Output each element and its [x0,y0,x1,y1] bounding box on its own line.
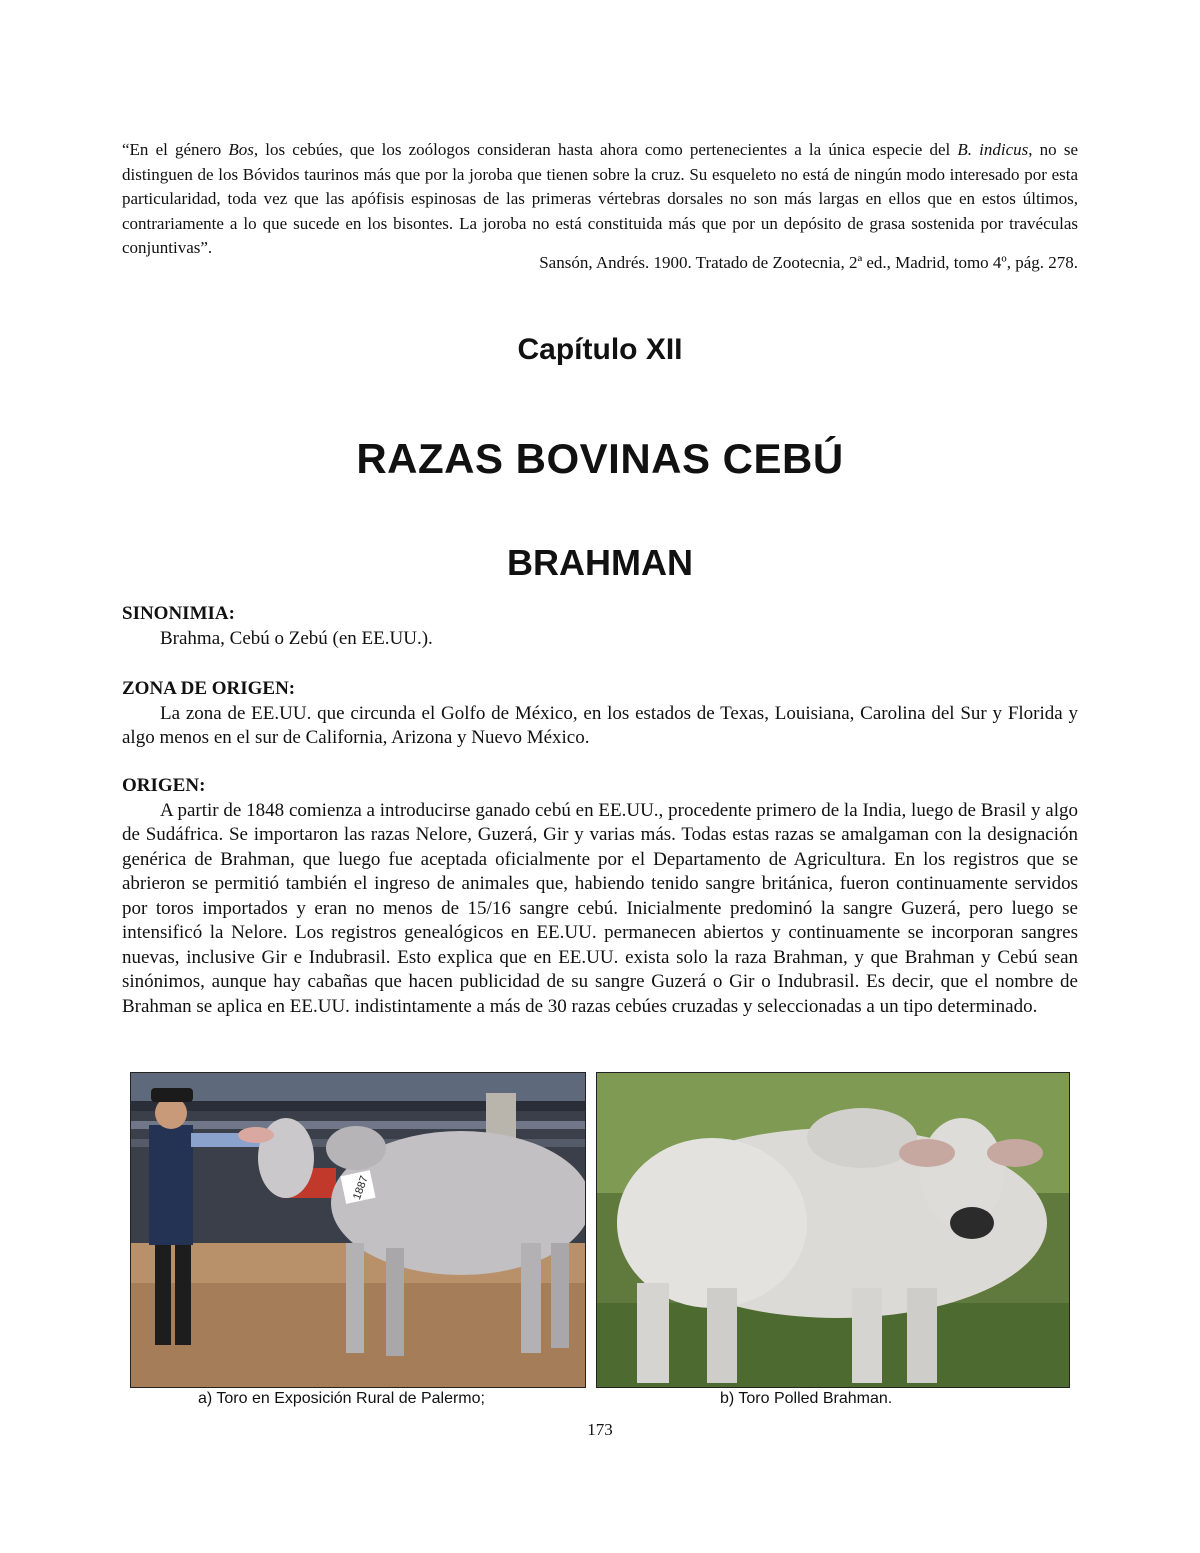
epigraph-text-1: “En el género [122,140,229,159]
section-text-origen: A partir de 1848 comienza a introducirse ganado cebú en EE.UU., procedente primero de la India, luego de Brasil y algo de Sudáfrica. Se importaron las razas Nelore, Guzerá, Gir y varias más. Todas estas razas se amalgaman con la designación genérica de Brahman, que luego fue aceptada oficialmente por el Departamento de Agricultura. En los registros que se abrieron se permitió también el ingreso de animales que, habiendo tenido sangre británica, fueron continuamente servidos por toros importados y eran no menos de 15/16 sangre cebú. Inicialmente predominó la sangre Guzerá, pero luego se intensificó la Nelore. Los registros genealógicos en EE.UU. permanecen abiertos y continuamente se incorporan sangres nuevas, inclusive Gir e Indubrasil. Esto explica que en EE.UU. exista solo la raza Brahman, y que Brahman y Cebú sean sinónimos, aunque hay cabañas que hacen publicidad de su sangre Guzerá o Gir o Indubrasil. Es decir, que el nombre de Brahman se aplica en EE.UU. indistintamente a más de 30 razas cebúes cruzadas y seleccionadas a un tipo determinado. [122,799,1078,1017]
epigraph-text-3: , no se distinguen de los Bóvidos taurinos más que por la joroba que tienen sobre la cruz. Su esqueleto no está de ningún modo interesado por esta particularidad, toda vez que las apófisis espinosas de las primeras vértebras dorsales no son más largas en ellos que en estos últimos, contrariamente a lo que sucede en los bisontes. La joroba no está constituida más que por un depósito de grasa sostenida por travéculas conjuntivas”. [122,140,1078,257]
section-sinonimia [122,602,1078,651]
section-heading-origen: ORIGEN: [122,775,206,796]
photo-bull-exhibition-image [131,1073,585,1387]
section-heading-sinonimia: SINONIMIA: [122,603,235,624]
breed-title: BRAHMAN [507,542,693,583]
epigraph-italic-species: B. indicus [957,140,1029,159]
photo-polled-brahman [596,1072,1070,1388]
section-origen [122,774,1078,1019]
photo-bull-exhibition [130,1072,586,1388]
section-heading-zona: ZONA DE ORIGEN: [122,678,296,699]
page-number: 173 [587,1420,613,1439]
figure-caption-a: a) Toro en Exposición Rural de Palermo; [198,1390,485,1407]
section-zona-origen [122,677,1078,751]
epigraph-quote [122,138,1078,261]
figure-caption-b: b) Toro Polled Brahman. [720,1390,893,1407]
epigraph-italic-genus: Bos [228,140,254,159]
section-text-sinonimia: Brahma, Cebú o Zebú (en EE.UU.). [160,627,433,649]
section-text-zona: La zona de EE.UU. que circunda el Golfo de México, en los estados de Texas, Louisiana, Carolina del Sur y Florida y algo menos en el sur de California, Arizona y Nuevo México. [122,702,1078,748]
epigraph-text-2: , los cebúes, que los zoólogos consideran hasta ahora como pertenecientes a la única especie del [253,140,958,159]
chapter-label: Capítulo XII [517,333,683,366]
epigraph-source: Sansón, Andrés. 1900. Tratado de Zootecnia, 2ª ed., Madrid, tomo 4º, pág. 278. [539,253,1078,272]
page-title: RAZAS BOVINAS CEBÚ [356,435,844,482]
bull-number-tag: 1887 [351,1174,371,1202]
photo-polled-brahman-image [597,1073,1069,1387]
